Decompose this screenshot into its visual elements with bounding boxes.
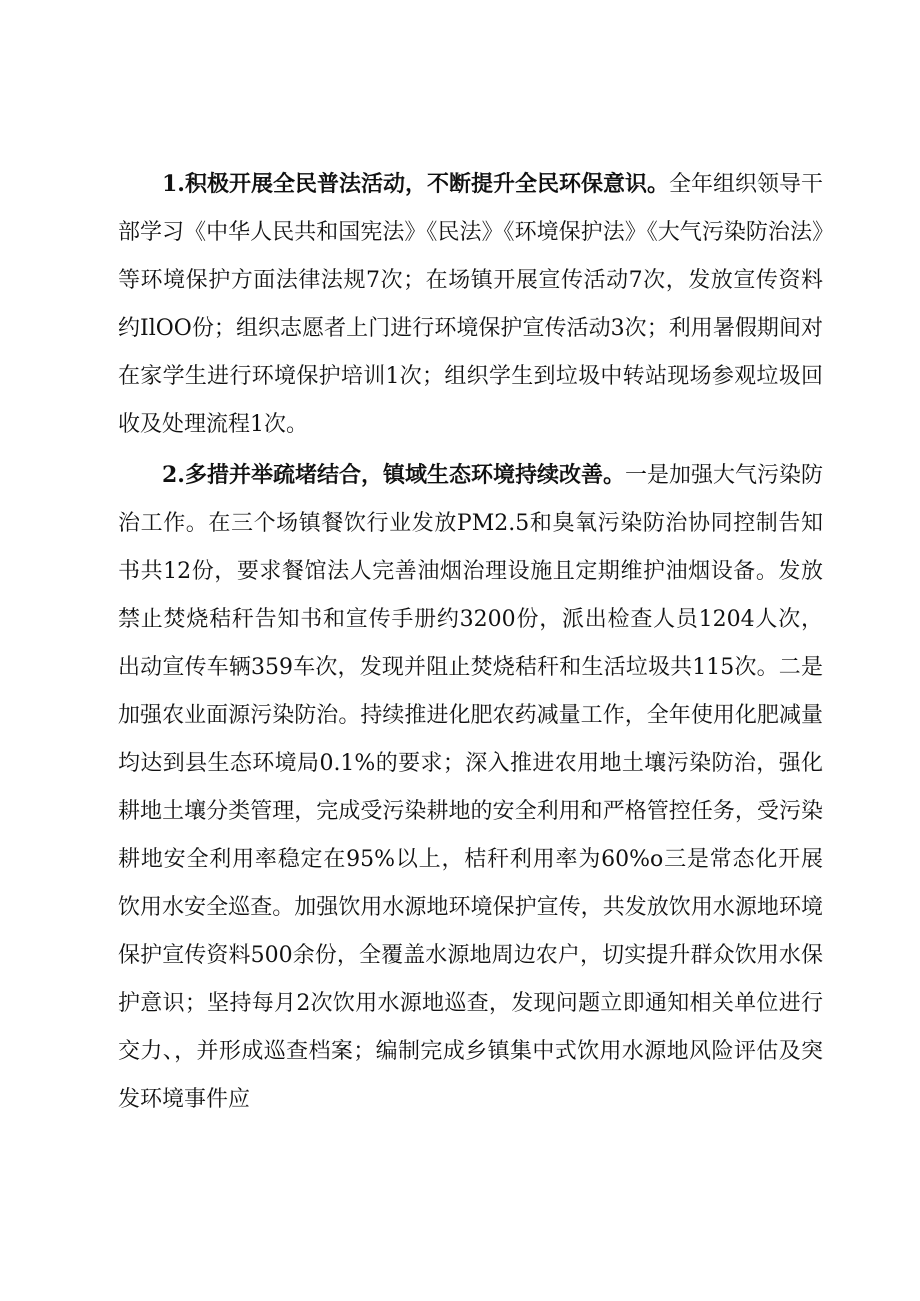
paragraph-2 (118, 451, 823, 1124)
paragraph-1-text: 全年组织领导干部学习《中华人民共和国宪法》《民法》《环境保护法》《大气污染防治法》等环境保护方面法律法规7次；在场镇开展宣传活动7次，发放宣传资料约IlOO份；组织志愿者上门进行环境保护宣传活动3次；利用暑假期间对在家学生进行环境保护培训1次；组织学生到垃圾中转站现场参观垃圾回收及处理流程1次。 (118, 172, 823, 437)
paragraph-2-text: 一是加强大气污染防治工作。在三个场镇餐饮行业发放PM2.5和臭氧污染防治协同控制告知书共12份，要求餐馆法人完善油烟治理设施且定期维护油烟设备。发放禁止焚烧秸秆告知书和宣传手册约3200份，派出检查人员1204人次，出动宣传车辆359车次，发现并阻止焚烧秸秆和生活垃圾共115次。二是加强农业面源污染防治。持续推进化肥农药减量工作，全年使用化肥减量均达到县生态环境局0.1%的要求；深入推进农用地土壤污染防治，强化耕地土壤分类管理，完成受污染耕地的安全利用和严格管控任务，受污染耕地安全利用率稳定在95%以上，桔秆利用率为60%o三是常态化开展饮用水安全巡查。加强饮用水源地环境保护宣传，共发放饮用水源地环境保护宣传资料500余份，全覆盖水源地周边农户，切实提升群众饮用水保护意识；坚持每月2次饮用水源地巡查，发现问题立即通知相关单位进行交力、，并形成巡查档案；编制完成乡镇集中式饮用水源地风险评估及突发环境事件应 (118, 463, 823, 1112)
paragraph-1 (118, 160, 823, 449)
document-body (118, 160, 823, 1124)
paragraph-2-heading: 2.多措并举疏堵结合，镇域生态环境持续改善。 (162, 462, 625, 488)
paragraph-1-heading: 1.积极开展全民普法活动，不断提升全民环保意识。 (162, 171, 669, 197)
